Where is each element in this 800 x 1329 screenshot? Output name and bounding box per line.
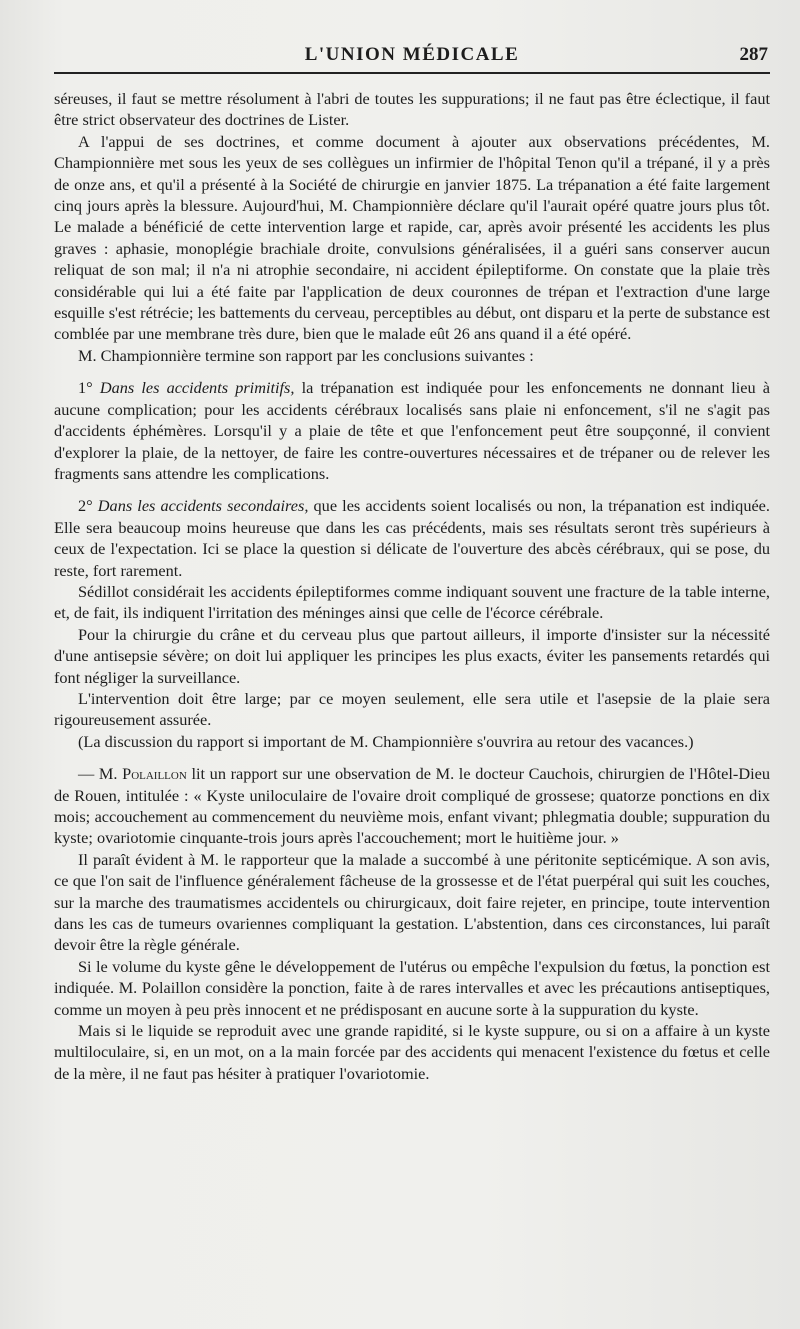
- journal-title: L'UNION MÉDICALE: [304, 44, 520, 65]
- conclusion-text: la trépanation est indiquée pour les enfoncements ne donnant lieu à aucune complication; pour les accidents cérébraux localisés sans plaie ni enfoncement, s'il ne s'agit pas d'accidents éphémères. Lorsqu'il y a plaie de tête et que l'enfoncement peut être soupçonné, il convient d'explorer la plaie, de la nettoyer, de faire les contre-ouvertures nécessaires et de trépaner ou de relever les fragments sans attendre les complications.: [54, 378, 770, 483]
- conclusion-1: [54, 377, 770, 484]
- paragraph: Si le volume du kyste gêne le développement de l'utérus ou empêche l'expulsion du fœtus, la ponction est indiquée. M. Polaillon considère la ponction, faite à de rares intervalles et avec les précautions antiseptiques, comme un moyen à peu près innocent et ne prédisposant en aucune sorte à la suppuration du kyste.: [54, 956, 770, 1019]
- page-number: 287: [739, 44, 768, 65]
- reporter-name: Polaillon: [122, 764, 187, 784]
- paragraph: M. Championnière termine son rapport par les conclusions suivantes :: [78, 345, 534, 365]
- running-header: [54, 38, 770, 74]
- dash-lead: — M.: [78, 764, 118, 784]
- paragraph: séreuses, il faut se mettre résolument à l'abri de toutes les suppurations; il ne faut pas être éclectique, il faut être strict observateur des doctrines de Lister.: [54, 89, 770, 130]
- conclusion-number: 2°: [78, 496, 93, 516]
- report-paragraph: [54, 763, 770, 849]
- conclusion-2: [54, 495, 770, 581]
- report-text: lit un rapport sur une observation de M. le docteur Cauchois, chirurgien de l'Hôtel-Dieu de Rouen, intitulée : « Kyste uniloculaire de l'ovaire droit compliqué de grossese; quatorze ponctions en dix mois; accouchement au commencement du neuvième mois, enfant vivant; phlegmatia double; suppuration du kyste; ovariotomie cinquante-trois jours après l'accouchement; mort le huitième jour. »: [54, 764, 770, 848]
- paragraph: Mais si le liquide se reproduit avec une grande rapidité, si le kyste suppure, ou si on a affaire à un kyste multiloculaire, si, en un mot, on a la main forcée par des accidents qui menacent l'existence du fœtus et celle de la mère, il ne faut pas hésiter à pratiquer l'ovariotomie.: [54, 1021, 770, 1083]
- conclusion-number: 1°: [78, 378, 93, 398]
- paragraph: Sédillot considérait les accidents épileptiformes comme indiquant souvent une fracture de la table interne, et, de fait, ils indiquent l'irritation des méninges ainsi que celle de l'écorce cérébrale.: [54, 581, 770, 623]
- paragraph: A l'appui de ses doctrines, et comme document à ajouter aux observations précédentes, M. Championnière met sous les yeux de ses collègues un infirmier de l'hôpital Tenon qu'il a trépané, il y a près de onze ans, et qu'il a présenté à la Société de chirurgie en janvier 1875. La trépanation a été faite largement cinq jours après la blessure. Aujourd'hui, M. Championnière déclare qu'il l'aurait opéré quatre jours plus tôt. Le malade a bénéficié de cette intervention large et rapide, car, après avoir présenté les accidents les plus graves : aphasie, monoplégie brachiale droite, convulsions généralisées, il a guéri sans conserver aucun reliquat de son mal; il n'a ni atrophie secondaire, ni accident épileptiforme. On constate que la plaie très considérable qui lui a été faite par l'application de deux couronnes de trépan et l'extraction d'une large esquille s'est rétrécie; les battements du cerveau, perceptibles au début, ont disparu et la perte de substance est comblée par une membrane très dure, bien que le malade eût 26 ans quand il a été opéré.: [54, 131, 770, 344]
- paragraph: Pour la chirurgie du crâne et du cerveau plus que partout ailleurs, il importe d'insister sur la nécessité d'une antisepsie sévère; on doit lui appliquer les principes les plus exacts, éviter les pansements retardés qui font négliger la surveillance.: [54, 624, 770, 687]
- paragraph: L'intervention doit être large; par ce moyen seulement, elle sera utile et l'asepsie de la plaie sera rigoureusement assurée.: [54, 688, 770, 730]
- paragraph: (La discussion du rapport si important de M. Championnière s'ouvrira au retour des vacances.): [78, 731, 694, 751]
- article-body: [54, 88, 770, 1084]
- conclusion-heading: Dans les accidents primitifs,: [99, 378, 295, 398]
- paragraph: Il paraît évident à M. le rapporteur que la malade a succombé à une péritonite septicémique. A son avis, ce que l'on sait de l'influence généralement fâcheuse de la grossesse et de l'état puerpéral qui suit les couches, sur la marche des traumatismes accidentels ou chirurgicaux, doit faire rejeter, en principe, toute intervention dans les cas de tumeurs ovariennes compliquant la gestation. L'abstention, dans ces circonstances, lui paraît devoir être la règle générale.: [54, 849, 770, 955]
- conclusion-text: que les accidents soient localisés ou non, la trépanation est indiquée. Elle sera beaucoup moins heureuse que dans les cas précédents, mais ses résultats seront très supérieurs à ceux de l'expectation. Ici se place la question si délicate de l'ouverture des abcès cérébraux, qui se pose, du reste, fort rarement.: [54, 496, 770, 580]
- conclusion-heading: Dans les accidents secondaires,: [97, 496, 309, 516]
